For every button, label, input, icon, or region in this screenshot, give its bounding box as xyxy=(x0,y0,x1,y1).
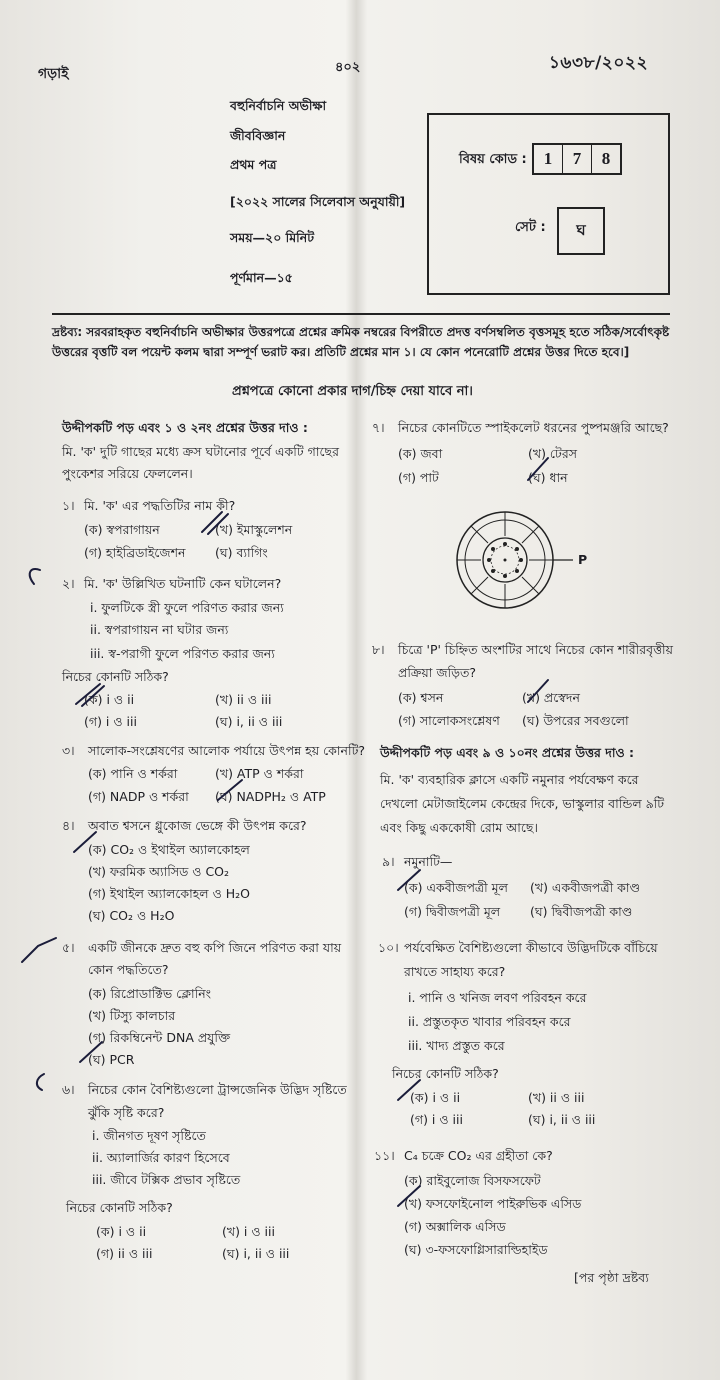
q5-option-a: (ক) রিপ্রোডাক্টিভ ক্লোনিং xyxy=(88,986,212,1001)
q6-statement-iii: iii. জীবে টক্সিক প্রভাব সৃষ্টিতে xyxy=(92,1172,241,1187)
q7-option-a: (ক) জবা xyxy=(398,446,443,461)
q8-option-a: (ক) শ্বসন xyxy=(398,690,444,705)
q7-text: নিচের কোনটিতে স্পাইকলেট ধরনের পুষ্পমঞ্জরি আছে? xyxy=(398,420,669,435)
stem-cross-section-figure xyxy=(455,500,575,620)
q4-number: ৪। xyxy=(62,818,75,833)
q2-statement-i: i. ফুলটিকে স্ত্রী ফুলে পরিণত করার জন্য xyxy=(90,600,284,615)
q10-text: পর্যবেক্ষিত বৈশিষ্ট্যগুলো কীভাবে উদ্ভিদটিকে বাঁচিয়ে xyxy=(404,940,658,955)
q2-option-c: (গ) i ও iii xyxy=(84,714,137,729)
q2-statement-ii: ii. স্বপরাগায়ন না ঘটার জন্য xyxy=(90,622,229,637)
subject-code-digit: 7 xyxy=(562,145,591,173)
q10-option-a: (ক) i ও ii xyxy=(410,1090,461,1105)
q5-option-b: (খ) টিস্যু কালচার xyxy=(88,1008,176,1023)
q8-number: ৮। xyxy=(372,642,385,657)
subject-code-digit: 1 xyxy=(543,149,553,168)
q6-option-b: (খ) i ও iii xyxy=(222,1224,275,1239)
q8-text: চিত্রে 'P' চিহ্নিত অংশটির সাথে নিচের কোন শারীরবৃত্তীয় xyxy=(398,642,673,657)
q7-option-c: (গ) পাট xyxy=(398,470,439,485)
q4-text: অবাত শ্বসনে গ্লুকোজ ভেঙ্গে কী উৎপন্ন করে? xyxy=(88,818,307,833)
q5-option-c: (গ) রিকম্বিনেন্ট DNA প্রযুক্তি xyxy=(88,1030,231,1045)
institution-name: গড়াই xyxy=(38,66,69,82)
stem2-heading: উদ্দীপকটি পড় এবং ৯ ও ১০নং প্রশ্নের উত্তর দাও : xyxy=(380,745,635,760)
subject-code-digit: 8 xyxy=(591,145,620,173)
q9-number: ৯। xyxy=(382,854,395,869)
stem2-line: দেখলো মেটাজাইলেম কেন্দ্রের দিকে, ভাস্কুলার বান্ডিল ৯টি xyxy=(380,796,665,811)
q9-option-b: (খ) একবীজপত্রী কাণ্ড xyxy=(530,880,641,895)
q10-option-d: (ঘ) i, ii ও iii xyxy=(528,1112,596,1127)
q9-option-a: (ক) একবীজপত্রী মূল xyxy=(404,880,508,895)
q6-option-d: (ঘ) i, ii ও iii xyxy=(222,1246,290,1261)
q11-text: C₄ চক্রে CO₂ এর গ্রহীতা কে? xyxy=(404,1148,553,1163)
instruction-line: দ্রষ্টব্য: সরবরাহকৃত বহুনির্বাচনি অভীক্ষার উত্তরপত্রে প্রশ্নের ক্রমিক নম্বরের বিপরীতে প্রদত্ত বর্ণসম্বলিত বৃত্তসমূহ হতে সঠিক/সর্বোৎকৃষ্ট xyxy=(52,325,670,339)
q7-option-b: (খ) টেরস xyxy=(528,446,577,461)
subject-code-cells xyxy=(532,143,622,175)
q11-option-c: (গ) অক্সালিক এসিড xyxy=(404,1219,506,1234)
q11-number: ১১। xyxy=(374,1148,395,1163)
set-value: ঘ xyxy=(557,207,605,255)
q3-option-a: (ক) পানি ও শর্করা xyxy=(88,766,178,781)
q1-number: ১। xyxy=(62,498,75,513)
q4-option-b: (খ) ফরমিক অ্যাসিড ও CO₂ xyxy=(88,864,230,879)
exam-subject: জীববিজ্ঞান xyxy=(230,128,286,143)
subject-code-box xyxy=(427,113,670,295)
q3-text: সালোক-সংশ্লেষণের আলোক পর্যায়ে উৎপন্ন হয় কোনটি? xyxy=(88,743,366,758)
q4-option-c: (গ) ইথাইল অ্যালকোহল ও H₂O xyxy=(88,886,250,901)
q9-text: নমুনাটি— xyxy=(404,854,453,869)
instruction-line: উত্তরের বৃত্তটি বল পয়েন্ট কলম দ্বারা সম্পূর্ণ ভরাট কর। প্রতিটি প্রশ্নের মান ১। যে কোন পনেরোটি প্রশ্নের উত্তর দিতে হবে।] xyxy=(52,345,630,359)
q10-number: ১০। xyxy=(378,940,399,955)
q8-option-c: (গ) সালোকসংশ্লেষণ xyxy=(398,713,500,728)
q5-text-cont: কোন পদ্ধতিতে? xyxy=(88,962,169,977)
q2-number: ২। xyxy=(62,576,75,591)
q4-option-a: (ক) CO₂ ও ইথাইল অ্যালকোহল xyxy=(88,842,250,857)
no-mark-warning: প্রশ্নপত্রে কোনো প্রকার দাগ/চিহ্ন দেয়া যাবে না। xyxy=(232,384,473,399)
header-divider xyxy=(52,313,670,315)
q6-option-a: (ক) i ও ii xyxy=(96,1224,147,1239)
q1-option-c: (গ) হাইব্রিডাইজেশন xyxy=(84,545,186,560)
q8-option-b: (খ) প্রস্বেদন xyxy=(522,690,580,705)
exam-full-marks: পূর্ণমান—১৫ xyxy=(230,270,293,285)
instruction-note xyxy=(52,322,672,362)
q6-number: ৬। xyxy=(62,1082,75,1097)
subject-code-label: বিষয় কোড : xyxy=(459,152,527,167)
q1-option-b: (খ) ইমাস্কুলেশন xyxy=(215,522,293,537)
q2-option-d: (ঘ) i, ii ও iii xyxy=(215,714,283,729)
q3-option-d: (ঘ) NADPH₂ ও ATP xyxy=(215,789,326,804)
q5-text: একটি জীনকে দ্রুত বহু কপি জিনে পরিণত করা যায় xyxy=(88,940,342,955)
q10-option-b: (খ) ii ও iii xyxy=(528,1090,585,1105)
exam-syllabus: [২০২২ সালের সিলেবাস অনুযায়ী] xyxy=(230,194,406,209)
q8-option-d: (ঘ) উপরের সবগুলো xyxy=(522,713,629,728)
q5-option-d: (ঘ) PCR xyxy=(88,1052,135,1067)
q2-option-a: (ক) i ও ii xyxy=(84,692,135,707)
q7-option-d: (ঘ) ধান xyxy=(528,470,568,485)
q6-text: নিচের কোন বৈশিষ্ট্যগুলো ট্রান্সজেনিক উদ্ভিদ সৃষ্টিতে xyxy=(88,1082,347,1097)
set-label: সেট : xyxy=(515,220,546,235)
q9-option-d: (ঘ) দ্বিবীজপত্রী কাণ্ড xyxy=(530,904,633,919)
q3-number: ৩। xyxy=(62,743,75,758)
stem2-line: এবং কিছু এককোষী রোম আছে। xyxy=(380,820,538,835)
q4-option-d: (ঘ) CO₂ ও H₂O xyxy=(88,908,175,923)
q6-which-correct: নিচের কোনটি সঠিক? xyxy=(66,1200,173,1215)
next-page-note: [পর পৃষ্ঠা দ্রষ্টব্য xyxy=(574,1270,649,1285)
q10-which-correct: নিচের কোনটি সঠিক? xyxy=(392,1066,499,1081)
stem1-heading: উদ্দীপকটি পড় এবং ১ ও ২নং প্রশ্নের উত্তর দাও : xyxy=(62,420,308,435)
q2-which-correct: নিচের কোনটি সঠিক? xyxy=(62,669,169,684)
q2-text: মি. 'ক' উল্লিখিত ঘটনাটি কেন ঘটালেন? xyxy=(84,576,282,591)
figure-p-label: P xyxy=(578,552,588,567)
q6-statement-ii: ii. অ্যালার্জির কারণ হিসেবে xyxy=(92,1150,230,1165)
page-number: ৪০২ xyxy=(335,60,361,75)
question-code: ১৬৩৮/২০২২ xyxy=(548,53,648,73)
q3-option-c: (গ) NADP ও শর্করা xyxy=(88,789,189,804)
q10-option-c: (গ) i ও iii xyxy=(410,1112,463,1127)
exam-time: সময়—২০ মিনিট xyxy=(230,230,315,245)
q2-statement-iii: iii. স্ব-পরাগী ফুলে পরিণত করার জন্য xyxy=(90,646,275,661)
stem1-line: মি. 'ক' দুটি গাছের মধ্যে ক্রস ঘটানোর পূর্বে একটি গাছের xyxy=(62,444,339,459)
stem1-line: পুংকেশর সরিয়ে ফেললেন। xyxy=(62,466,193,481)
q11-option-d: (ঘ) ৩-ফসফোগ্লিসারাল্ডিহাইড xyxy=(404,1242,548,1257)
q1-option-d: (ঘ) ব্যাগিং xyxy=(215,545,268,560)
q7-number: ৭। xyxy=(372,420,385,435)
q11-option-b: (খ) ফসফোইনোল পাইরুভিক এসিড xyxy=(404,1196,582,1211)
q6-option-c: (গ) ii ও iii xyxy=(96,1246,153,1261)
q9-option-c: (গ) দ্বিবীজপত্রী মূল xyxy=(404,904,501,919)
q8-text-cont: প্রক্রিয়া জড়িত? xyxy=(398,665,477,680)
exam-type: বহুনির্বাচনি অভীক্ষা xyxy=(230,98,327,113)
q11-option-a: (ক) রাইবুলোজ বিসফসফেট xyxy=(404,1173,541,1188)
q2-option-b: (খ) ii ও iii xyxy=(215,692,272,707)
q10-statement-iii: iii. খাদ্য প্রস্তুত করে xyxy=(408,1038,505,1053)
q1-option-a: (ক) স্বপরাগায়ন xyxy=(84,522,160,537)
q10-statement-i: i. পানি ও খনিজ লবণ পরিবহন করে xyxy=(408,990,587,1005)
q1-text: মি. 'ক' এর পদ্ধতিটির নাম কী? xyxy=(84,498,236,513)
q5-number: ৫। xyxy=(62,940,75,955)
exam-paper-no: প্রথম পত্র xyxy=(230,157,277,172)
q3-option-b: (খ) ATP ও শর্করা xyxy=(215,766,304,781)
q6-text-cont: ঝুঁকি সৃষ্টি করে? xyxy=(88,1105,165,1120)
stem2-line: মি. 'ক' ব্যবহারিক ক্লাসে একটি নমুনার পর্যবেক্ষণ করে xyxy=(380,772,639,787)
q10-text-cont: রাখতে সাহায্য করে? xyxy=(404,964,506,979)
q10-statement-ii: ii. প্রস্তুতকৃত খাবার পরিবহন করে xyxy=(408,1014,571,1029)
q6-statement-i: i. জীনগত দূষণ সৃষ্টিতে xyxy=(92,1128,206,1143)
